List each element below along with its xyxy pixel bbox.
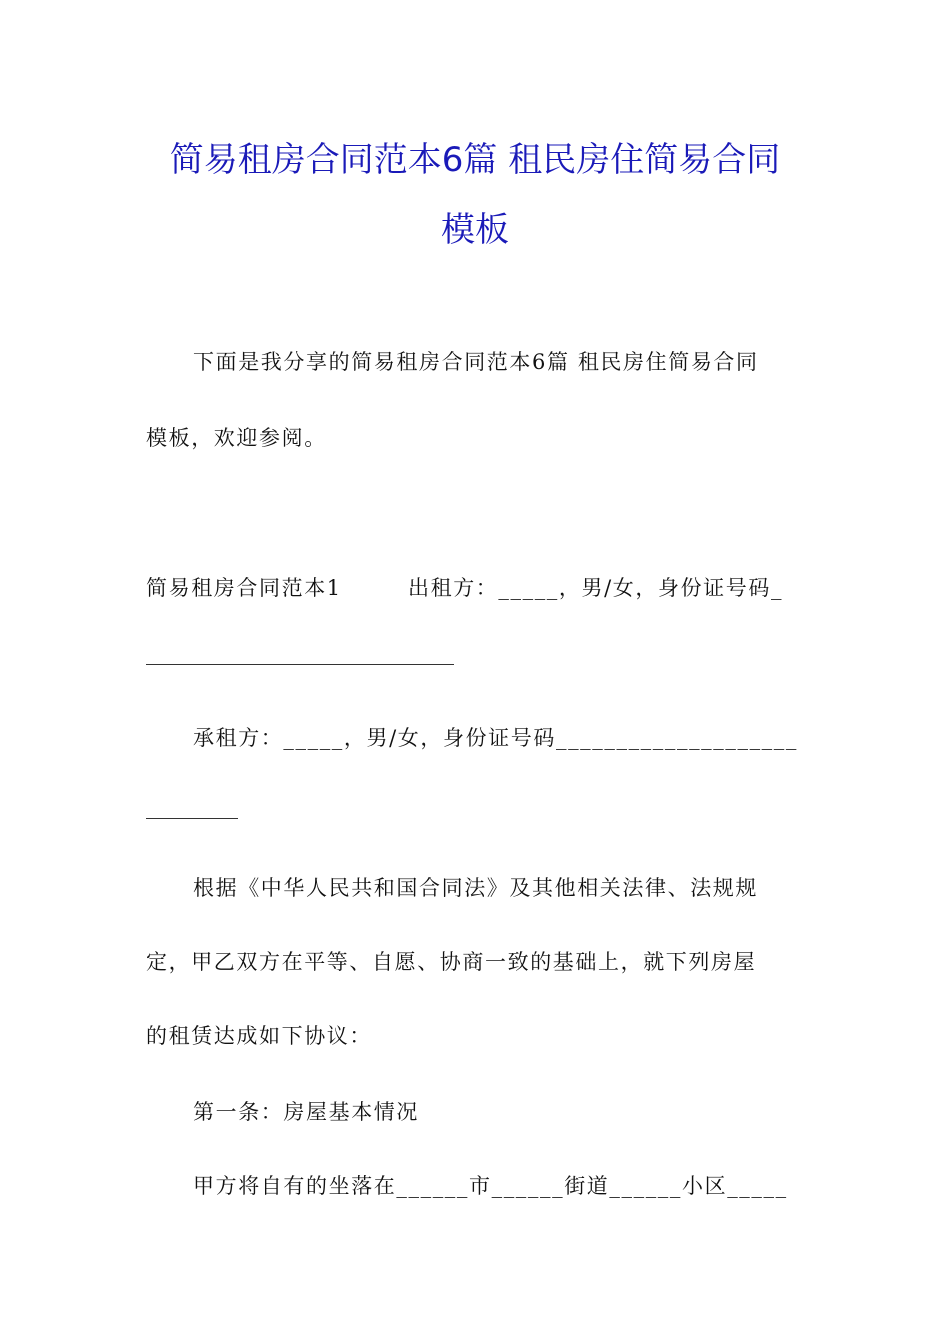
basis-paragraph-line-1: 根据《中华人民共和国合同法》及其他相关法律、法规规 xyxy=(193,876,758,900)
lessor-line: 出租方：_____，男/女，身份证号码_ xyxy=(408,576,784,600)
intro-paragraph-line-1: 下面是我分享的简易租房合同范本6篇 租民房住简易合同 xyxy=(193,350,759,374)
article-1-heading: 第一条：房屋基本情况 xyxy=(193,1100,419,1124)
section-heading: 简易租房合同范本1 xyxy=(146,576,342,600)
basis-paragraph-line-3: 的租赁达成如下协议： xyxy=(146,1024,372,1048)
lessee-line: 承租方：_____，男/女，身份证号码____________________ xyxy=(193,726,798,750)
document-title-line-2: 模板 xyxy=(441,210,509,250)
lessee-id-blank-continuation xyxy=(146,818,238,819)
intro-paragraph-line-2: 模板，欢迎参阅。 xyxy=(146,426,327,450)
basis-paragraph-line-2: 定，甲乙双方在平等、自愿、协商一致的基础上，就下列房屋 xyxy=(146,950,757,974)
document-title-line-1: 简易租房合同范本6篇 租民房住简易合同 xyxy=(169,140,781,180)
lessor-id-blank-continuation xyxy=(146,664,454,665)
article-1-line-1: 甲方将自有的坐落在______市______街道______小区_____ xyxy=(193,1174,788,1198)
